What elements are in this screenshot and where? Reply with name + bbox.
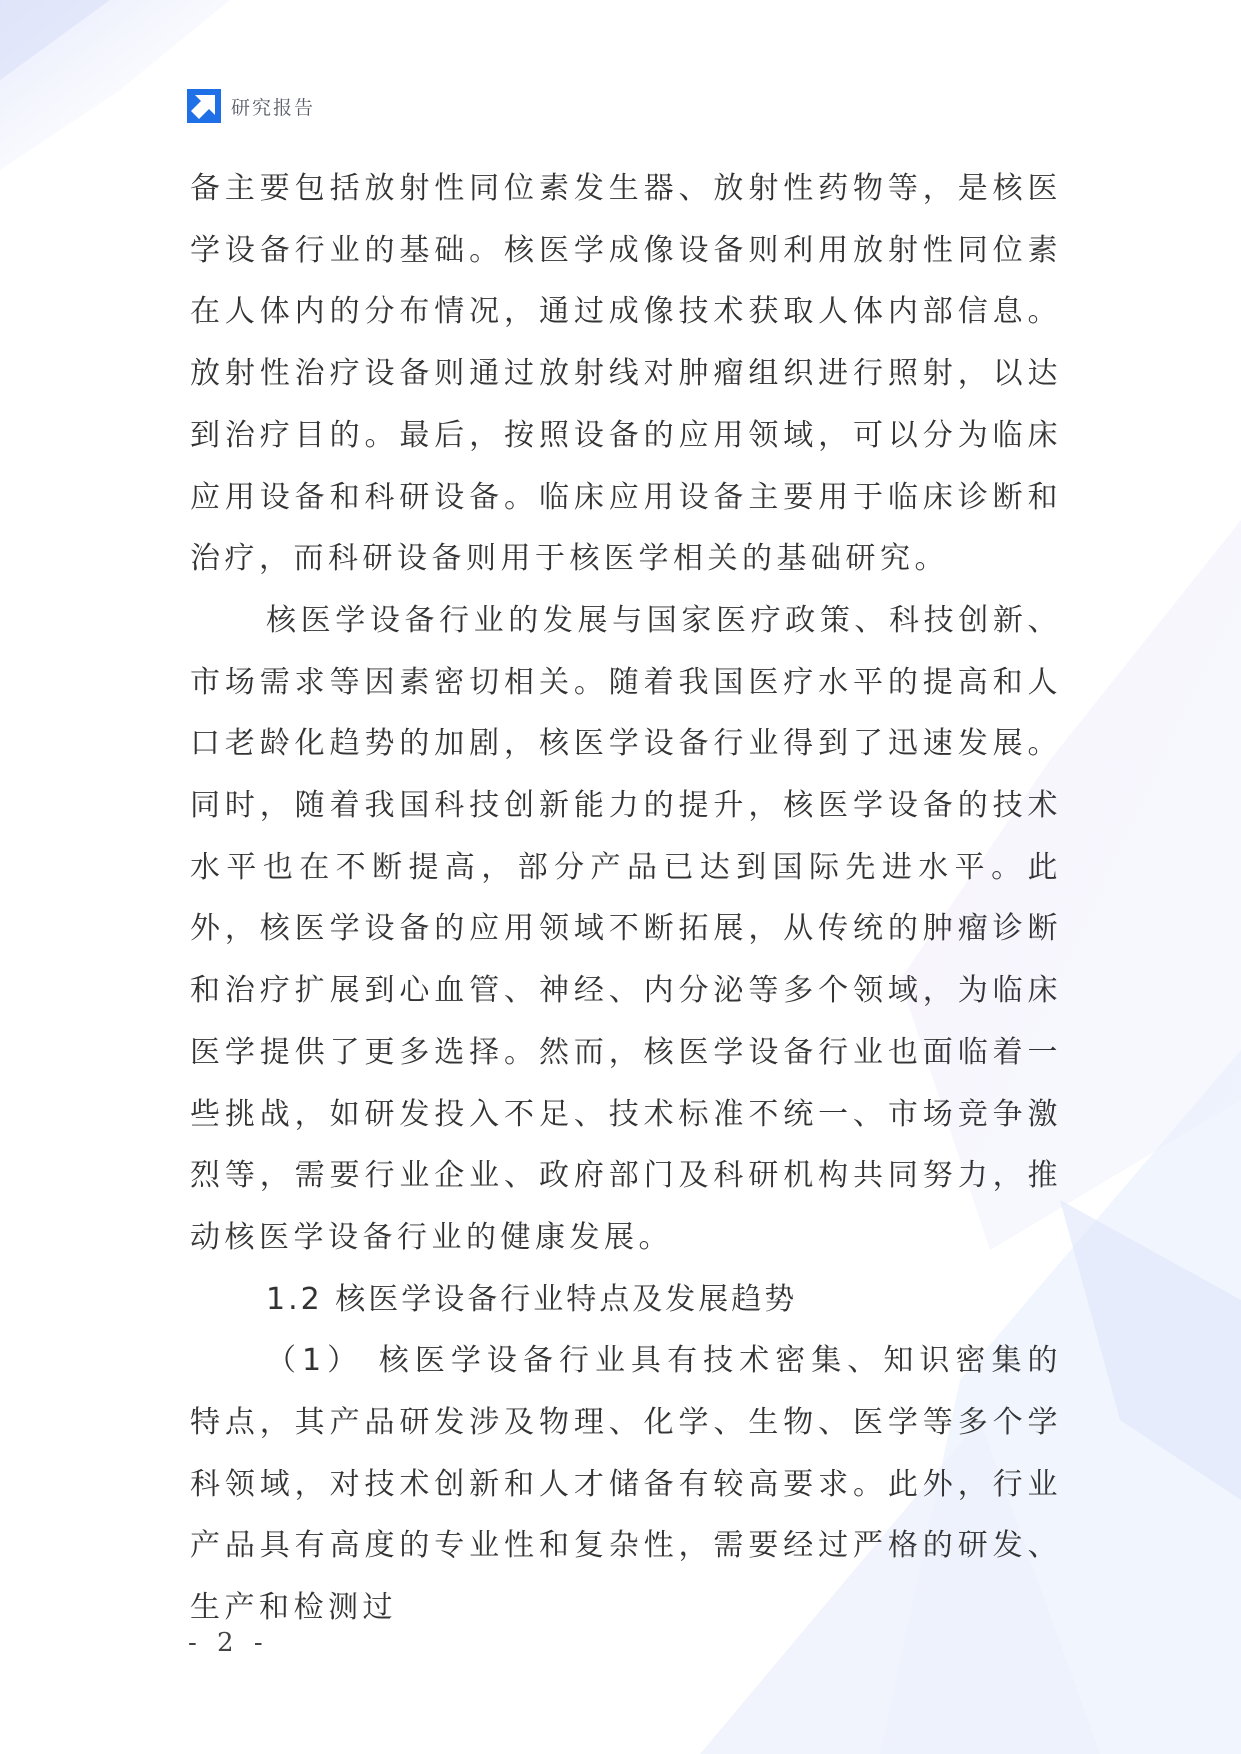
report-header	[187, 88, 315, 124]
arrow-up-right-icon	[187, 89, 221, 123]
body-paragraph: （1） 核医学设备行业具有技术密集、知识密集的特点，其产品研发涉及物理、化学、生物、医学等多个学科领域，对技术创新和人才储备有较高要求。此外，行业产品具有高度的专业性和复杂性，需要经过严格的研发、生产和检测过	[190, 1343, 1062, 1626]
document-body	[190, 158, 1062, 1639]
section-heading: 1.2 核医学设备行业特点及发展趋势	[266, 1281, 798, 1317]
body-paragraph: 备主要包括放射性同位素发生器、放射性药物等，是核医学设备行业的基础。核医学成像设备则利用放射性同位素在人体内的分布情况，通过成像技术获取人体内部信息。放射性治疗设备则通过放射线对肿瘤组织进行照射，以达到治疗目的。最后，按照设备的应用领域，可以分为临床应用设备和科研设备。临床应用设备主要用于临床诊断和治疗，而科研设备则用于核医学相关的基础研究。	[190, 171, 1062, 577]
page-number: - 2 -	[188, 1628, 269, 1658]
header-title: 研究报告	[231, 96, 316, 119]
body-paragraph: 核医学设备行业的发展与国家医疗政策、科技创新、市场需求等因素密切相关。随着我国医疗水平的提高和人口老龄化趋势的加剧，核医学设备行业得到了迅速发展。同时，随着我国科技创新能力的提升，核医学设备的技术水平也在不断提高，部分产品已达到国际先进水平。此外，核医学设备的应用领域不断拓展，从传统的肿瘤诊断和治疗扩展到心血管、神经、内分泌等多个领域，为临床医学提供了更多选择。然而，核医学设备行业也面临着一些挑战，如研发投入不足、技术标准不统一、市场竞争激烈等，需要行业企业、政府部门及科研机构共同努力，推动核医学设备行业的健康发展。	[190, 602, 1062, 1255]
